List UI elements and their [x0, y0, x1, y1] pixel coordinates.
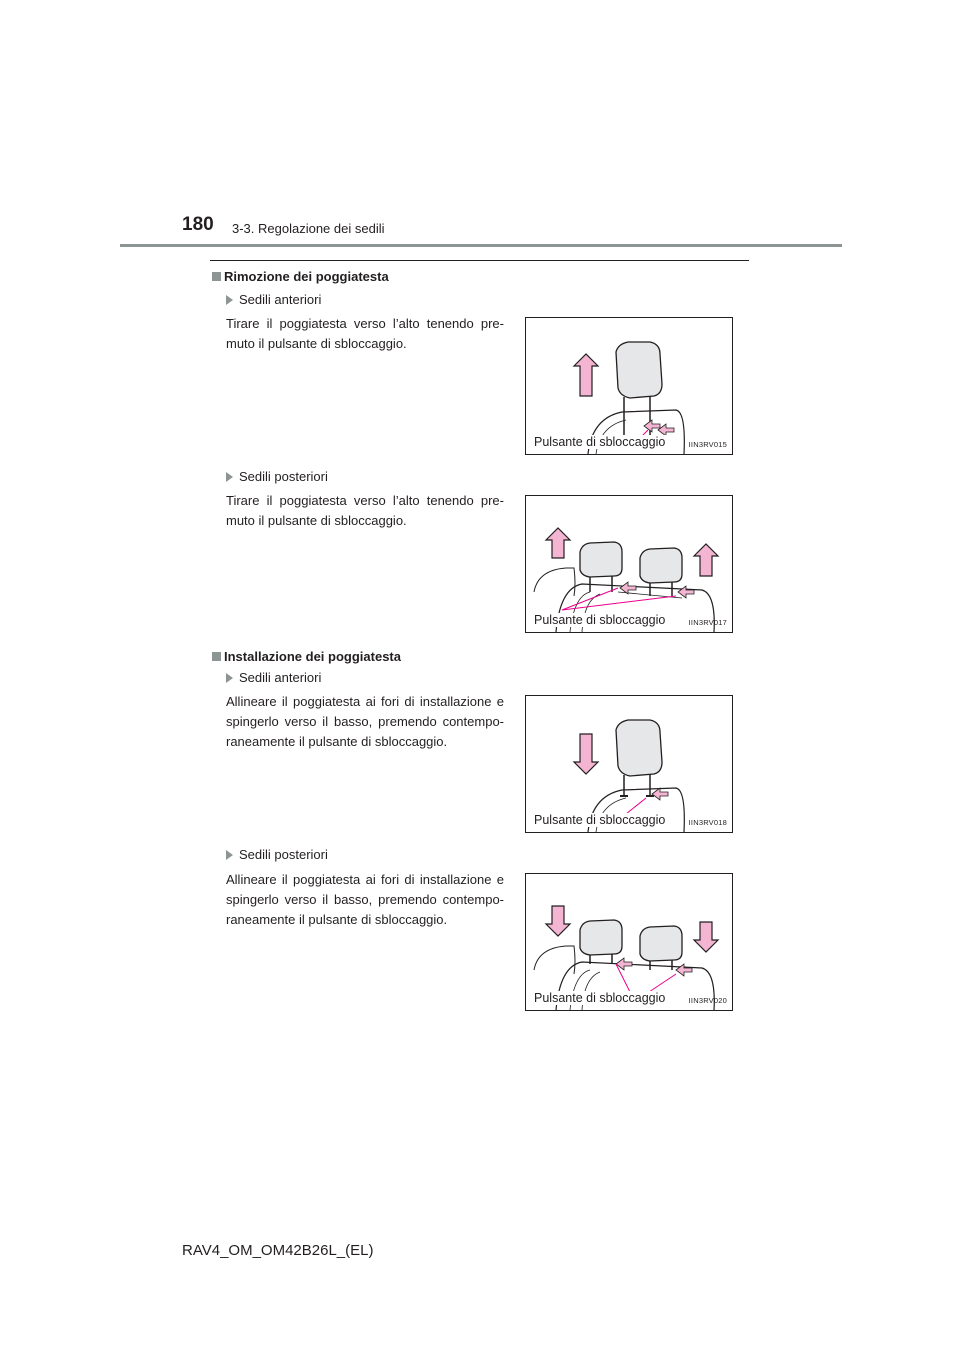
instruction-text: Tirare il poggiatesta verso l’alto tenendo pre-muto il pulsante di sbloccaggio. — [226, 316, 504, 351]
heading-installazione: Installazione dei poggiatesta — [212, 649, 401, 664]
figure-code: IIN3RV017 — [688, 618, 727, 627]
square-bullet-icon — [212, 652, 221, 661]
figure-code: IIN3RV020 — [688, 996, 727, 1005]
subheading-sedili-anteriori: Sedili anteriori — [226, 292, 321, 307]
footer-doc-code: RAV4_OM_OM42B26L_(EL) — [182, 1242, 374, 1259]
figure-front-install — [525, 695, 733, 833]
headrest-rear-up-illustration — [526, 496, 732, 632]
figure-label: Pulsante di sbloccaggio — [534, 613, 666, 627]
figure-rear-remove — [525, 495, 733, 633]
header-rule — [120, 244, 842, 247]
figure-rear-install — [525, 873, 733, 1011]
section-divider — [210, 260, 749, 261]
section-title: 3-3. Regolazione dei sedili — [232, 221, 385, 236]
subheading-sedili-anteriori: Sedili anteriori — [226, 670, 321, 685]
subheading-sedili-posteriori: Sedili posteriori — [226, 469, 328, 484]
subheading-sedili-posteriori: Sedili posteriori — [226, 847, 328, 862]
instruction-text: Allineare il poggiatesta ai fori di installazione e spingerlo verso il basso, premendo contempo-raneamente il pulsante di sbloccaggio. — [226, 694, 504, 749]
headrest-rear-down-illustration — [526, 874, 732, 1010]
triangle-bullet-icon — [226, 295, 233, 305]
instruction-text: Allineare il poggiatesta ai fori di installazione e spingerlo verso il basso, premendo contempo-raneamente il pulsante di sbloccaggio. — [226, 872, 504, 927]
instruction-text: Tirare il poggiatesta verso l’alto tenendo pre-muto il pulsante di sbloccaggio. — [226, 493, 504, 528]
headrest-front-down-illustration — [526, 696, 732, 832]
heading-rimozione: Rimozione dei poggiatesta — [212, 269, 389, 284]
triangle-bullet-icon — [226, 850, 233, 860]
figure-label: Pulsante di sbloccaggio — [534, 991, 666, 1005]
figure-front-remove — [525, 317, 733, 455]
square-bullet-icon — [212, 272, 221, 281]
figure-label: Pulsante di sbloccaggio — [534, 813, 666, 827]
page-number: 180 — [182, 214, 214, 235]
headrest-front-up-illustration — [526, 318, 732, 454]
figure-code: IIN3RV015 — [688, 440, 727, 449]
triangle-bullet-icon — [226, 472, 233, 482]
triangle-bullet-icon — [226, 673, 233, 683]
figure-label: Pulsante di sbloccaggio — [534, 435, 666, 449]
figure-code: IIN3RV018 — [688, 818, 727, 827]
